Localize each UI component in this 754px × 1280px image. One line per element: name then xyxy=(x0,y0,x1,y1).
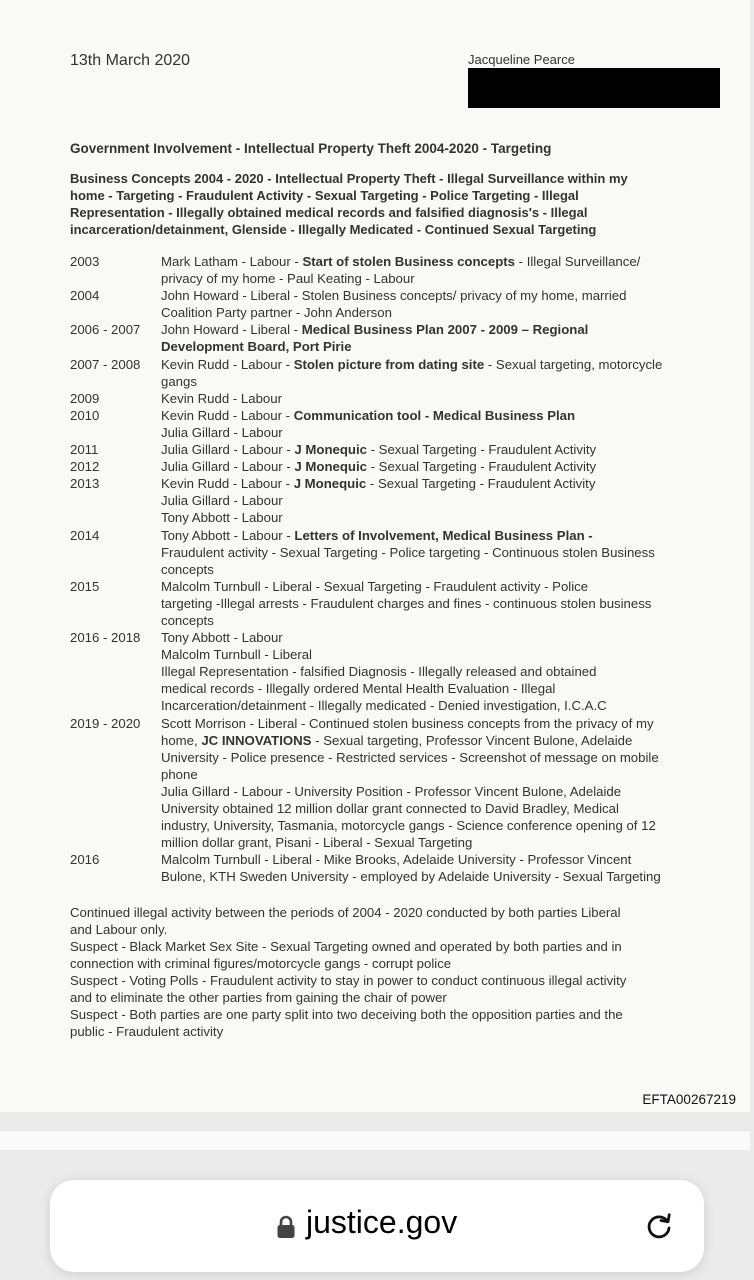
timeline-segment: - Sexual targeting, motorcycle xyxy=(484,356,663,372)
timeline-segment: Malcolm Turnbull - Liberal - Mike Brooks, Adelaide University - Professor Vincent xyxy=(161,852,632,868)
timeline-segment: million dollar grant, Pisani - Liberal - Sexual Targeting xyxy=(161,835,473,851)
subtitle-line: home - Targeting - Fraudulent Activity - Sexual Targeting - Police Targeting - Illegal xyxy=(70,188,579,203)
timeline-highlight: Stolen picture from dating site xyxy=(293,356,485,372)
timeline xyxy=(70,253,740,885)
timeline-segment: Coalition Party partner - John Anderson xyxy=(161,305,392,321)
timeline-line xyxy=(161,715,740,732)
author-name: Jacqueline Pearce xyxy=(468,52,575,67)
address-bar[interactable] xyxy=(50,1180,704,1272)
timeline-line xyxy=(161,817,740,834)
note-line: Suspect - Both parties are one party split into two deceiving both the opposition parties and the xyxy=(70,1007,623,1022)
timeline-line xyxy=(161,766,740,783)
timeline-entry xyxy=(70,407,740,441)
timeline-line xyxy=(161,338,740,355)
timeline-entry xyxy=(70,629,740,714)
timeline-entry xyxy=(70,851,740,885)
timeline-entry xyxy=(70,253,740,287)
timeline-entry xyxy=(70,578,740,629)
timeline-line xyxy=(161,441,740,458)
timeline-segment: John Howard - Liberal - Stolen Business concepts/ privacy of my home, married xyxy=(161,288,627,304)
timeline-year: 2014 xyxy=(70,527,100,543)
timeline-segment: University - Police presence - Restricted services - Screenshot of message on mobile xyxy=(161,749,659,765)
lock-icon xyxy=(276,1215,296,1244)
note-line: and to eliminate the other parties from gaining the chair of power xyxy=(70,990,447,1005)
timeline-text xyxy=(161,578,740,629)
document-subtitle xyxy=(70,170,715,238)
timeline-segment: phone xyxy=(161,766,198,782)
timeline-year: 2011 xyxy=(70,442,99,458)
timeline-year: 2004 xyxy=(70,288,100,304)
timeline-entry xyxy=(70,715,740,852)
document-id: EFTA00267219 xyxy=(642,1092,736,1107)
timeline-line xyxy=(161,304,740,321)
timeline-segment: concepts xyxy=(161,561,214,577)
timeline-line xyxy=(161,783,740,800)
timeline-text xyxy=(161,527,740,578)
timeline-text xyxy=(161,715,740,852)
browser-toolbar xyxy=(0,1150,754,1280)
document-date: 13th March 2020 xyxy=(70,52,191,69)
timeline-line xyxy=(161,697,740,714)
timeline-line xyxy=(161,868,740,885)
timeline-line xyxy=(161,321,740,338)
timeline-line xyxy=(161,373,740,390)
timeline-line xyxy=(161,492,740,509)
timeline-line xyxy=(161,749,740,766)
timeline-highlight: Communication tool - Medical Business Plan xyxy=(293,407,576,423)
timeline-year: 2012 xyxy=(70,459,100,475)
timeline-line xyxy=(161,475,740,492)
timeline-segment: medical records - Illegally ordered Mental Health Evaluation - Illegal xyxy=(161,681,556,697)
timeline-segment: Scott Morrison - Liberal - Continued stolen business concepts from the privacy of my xyxy=(161,715,654,731)
subtitle-line: incarceration/detainment, Glenside - Illegally Medicated - Continued Sexual Targeting xyxy=(70,222,597,237)
timeline-text xyxy=(161,321,740,355)
timeline-line xyxy=(161,732,740,749)
timeline-year: 2013 xyxy=(70,476,100,492)
timeline-highlight: Letters of Involvement, Medical Business Plan - xyxy=(294,527,593,543)
timeline-line xyxy=(161,253,740,270)
timeline-line xyxy=(161,612,740,629)
timeline-line xyxy=(161,578,740,595)
timeline-segment: Malcolm Turnbull - Liberal - Sexual Targeting - Fraudulent activity - Police xyxy=(161,578,589,594)
timeline-segment: - Sexual Targeting - Fraudulent Activity xyxy=(366,476,596,492)
timeline-segment: Bulone, KTH Sweden University - employed by Adelaide University - Sexual Targeting xyxy=(161,869,661,885)
timeline-line xyxy=(161,800,740,817)
timeline-year: 2016 - 2018 xyxy=(70,630,141,646)
timeline-segment: - Sexual Targeting - Fraudulent Activity xyxy=(366,442,597,458)
timeline-line xyxy=(161,509,740,526)
reload-icon[interactable] xyxy=(642,1209,676,1248)
timeline-segment: Julia Gillard - Labour - xyxy=(161,459,295,475)
timeline-entry xyxy=(70,390,740,407)
timeline-entry xyxy=(70,287,740,321)
timeline-entry xyxy=(70,458,740,475)
timeline-line xyxy=(161,680,740,697)
timeline-segment: Julia Gillard - Labour - xyxy=(161,442,295,458)
note-line: Continued illegal activity between the periods of 2004 - 2020 conducted by both parties Liberal xyxy=(70,905,621,920)
timeline-line xyxy=(161,270,740,287)
timeline-line xyxy=(161,287,740,304)
timeline-line xyxy=(161,527,740,544)
timeline-segment: - Sexual Targeting - Fraudulent Activity xyxy=(366,459,597,475)
timeline-text xyxy=(161,441,740,458)
subtitle-line: Business Concepts 2004 - 2020 - Intellectual Property Theft - Illegal Surveillance within my xyxy=(70,171,628,186)
document-title: Government Involvement - Intellectual Property Theft 2004-2020 - Targeting xyxy=(70,141,552,156)
timeline-segment: University obtained 12 million dollar grant connected to David Bradley, Medical xyxy=(161,801,619,816)
timeline-year: 2007 - 2008 xyxy=(70,356,141,372)
timeline-highlight: J Monequic xyxy=(294,459,367,475)
timeline-segment: Tony Abbott - Labour xyxy=(161,510,283,526)
timeline-year: 2015 xyxy=(70,578,100,594)
timeline-entry xyxy=(70,527,740,578)
timeline-line xyxy=(161,561,740,578)
timeline-segment: Illegal Representation - falsified Diagnosis - Illegally released and obtained xyxy=(161,664,597,680)
timeline-segment: - Sexual targeting, Professor Vincent Bulone, Adelaide xyxy=(311,732,633,748)
redaction-box xyxy=(468,68,720,108)
timeline-year: 2019 - 2020 xyxy=(70,715,141,731)
timeline-line xyxy=(161,544,740,561)
timeline-segment: home, xyxy=(161,732,202,748)
notes xyxy=(70,904,730,1040)
timeline-year: 2006 - 2007 xyxy=(70,322,141,338)
timeline-text xyxy=(161,390,740,407)
timeline-highlight: Start of stolen Business concepts xyxy=(302,254,515,269)
timeline-entry xyxy=(70,441,740,458)
subtitle-line: Representation - Illegally obtained medical records and falsified diagnosis's - Illegal xyxy=(70,205,588,220)
timeline-text xyxy=(161,475,740,526)
timeline-text xyxy=(161,629,740,714)
timeline-segment: Julia Gillard - Labour xyxy=(161,424,283,440)
timeline-segment: - Illegal Surveillance/ xyxy=(514,254,641,269)
timeline-segment: Malcolm Turnbull - Liberal xyxy=(161,647,312,663)
note-line: connection with criminal figures/motorcycle gangs - corrupt police xyxy=(70,956,452,971)
timeline-year: 2010 xyxy=(70,407,100,423)
note-line: Suspect - Black Market Sex Site - Sexual Targeting owned and operated by both parties and in xyxy=(70,939,622,954)
timeline-segment: targeting -Illegal arrests - Fraudulent charges and fines - continuous stolen business xyxy=(161,595,652,611)
timeline-entry xyxy=(70,321,740,355)
timeline-year: 2009 xyxy=(70,390,100,406)
timeline-segment: concepts xyxy=(161,612,214,628)
timeline-line xyxy=(161,595,740,612)
timeline-segment: Tony Abbott - Labour xyxy=(161,630,283,646)
url-text[interactable]: justice.gov xyxy=(306,1204,458,1240)
timeline-segment: Kevin Rudd - Labour - xyxy=(161,476,294,492)
timeline-text xyxy=(161,356,740,390)
timeline-highlight: Development Board, Port Pirie xyxy=(161,339,352,355)
timeline-text xyxy=(161,287,740,321)
timeline-segment: Julia Gillard - Labour xyxy=(161,493,283,509)
timeline-line xyxy=(161,424,740,441)
timeline-segment: Mark Latham - Labour - xyxy=(161,254,303,269)
timeline-text xyxy=(161,851,740,885)
timeline-segment: Kevin Rudd - Labour - xyxy=(161,356,294,372)
note-line: public - Fraudulent activity xyxy=(70,1024,224,1039)
timeline-line xyxy=(161,458,740,475)
timeline-segment: John Howard - Liberal - xyxy=(161,322,302,338)
note-line: Suspect - Voting Polls - Fraudulent activity to stay in power to conduct continuous illegal activity xyxy=(70,973,627,988)
timeline-entry xyxy=(70,356,740,390)
timeline-line xyxy=(161,407,740,424)
timeline-segment: Incarceration/detainment - Illegally medicated - Denied investigation, I.C.A.C xyxy=(161,698,607,714)
timeline-segment: Julia Gillard - Labour - University Position - Professor Vincent Bulone, Adelaide xyxy=(161,783,622,799)
timeline-line xyxy=(161,629,740,646)
timeline-highlight: Medical Business Plan 2007 - 2009 – Regional xyxy=(301,322,589,338)
timeline-highlight: J Monequic xyxy=(293,476,367,492)
timeline-line xyxy=(161,646,740,663)
timeline-line xyxy=(161,834,740,851)
note-line: and Labour only. xyxy=(70,922,168,937)
timeline-year: 2003 xyxy=(70,254,100,269)
timeline-segment: Kevin Rudd - Labour - xyxy=(161,407,294,423)
timeline-line xyxy=(161,390,740,407)
timeline-line xyxy=(161,356,740,373)
timeline-line xyxy=(161,851,740,868)
timeline-segment: privacy of my home - Paul Keating - Labour xyxy=(161,271,415,287)
timeline-text xyxy=(161,458,740,475)
timeline-segment: Fraudulent activity - Sexual Targeting - Police targeting - Continuous stolen Business xyxy=(161,544,655,560)
timeline-entry xyxy=(70,475,740,526)
timeline-line xyxy=(161,663,740,680)
timeline-segment: Kevin Rudd - Labour xyxy=(161,390,282,406)
timeline-highlight: JC INNOVATIONS xyxy=(201,732,312,748)
timeline-highlight: J Monequic xyxy=(294,442,367,458)
timeline-segment: gangs xyxy=(161,373,197,389)
next-page-edge xyxy=(0,1130,750,1151)
timeline-segment: industry, University, Tasmania, motorcycle gangs - Science conference opening of 12 xyxy=(161,818,656,834)
timeline-text xyxy=(161,407,740,441)
timeline-text xyxy=(161,253,740,287)
timeline-segment: Tony Abbott - Labour - xyxy=(161,527,295,543)
timeline-year: 2016 xyxy=(70,852,100,868)
